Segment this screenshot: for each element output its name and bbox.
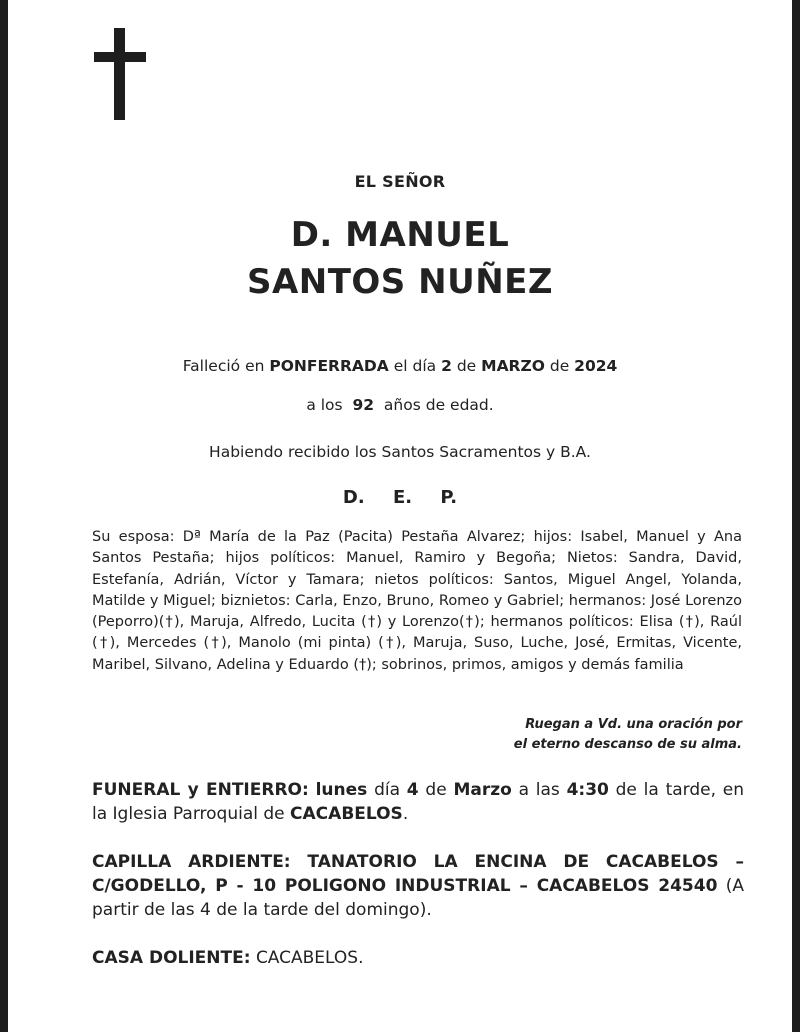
dep-heading: D. E. P. <box>342 487 458 508</box>
death-month: MARZO <box>481 357 545 375</box>
sacraments-line: Habiendo recibido los Santos Sacramentos y B.A. <box>209 443 591 461</box>
prayer-note: Ruegan a Vd. una oración por el eterno descanso de su alma. <box>513 717 742 752</box>
capilla-info: CAPILLA ARDIENTE: TANATORIO LA ENCINA DE CACABELOS – C/GODELLO, P - 10 POLIGONO INDUSTRIAL – CACABELOS 24540 (A partir de las 4 de la tarde del domingo). <box>92 852 744 920</box>
family-paragraph: Su esposa: Dª María de la Paz (Pacita) Pestaña Alvarez; hijos: Isabel, Manuel y Ana Santos Pestaña; hijos políticos: Manuel, Ramiro y Begoña; Nietos: Sandra, David, Estefanía, Adrián, Víctor y Tamara; nietos políticos: Santos, Miguel Angel, Yolanda, Matilde y Miguel; biznietos: Carla, Enzo, Bruno, Romeo y Gabriel; hermanos: José Lorenzo (Peporro)(†), Maruja, Alfredo, Lucita (†) y Lorenzo(†); hermanos políticos: Elisa (†), Raúl (†), Mercedes (†), Manolo (mi pinta) (†), Maruja, Suso, Luche, José, Ermitas, Vicente, Maribel, Silvano, Adelina y Eduardo (†); sobrinos, primos, amigos y demás familia <box>92 529 742 673</box>
death-day: 2 <box>441 357 452 375</box>
age-value: 92 <box>352 396 375 414</box>
title-el-senor: EL SEÑOR <box>354 172 446 191</box>
death-line: Falleció en PONFERRADA el día 2 de MARZO de 2024 <box>182 357 618 375</box>
deceased-name-line1: D. MANUEL <box>290 215 510 255</box>
death-year: 2024 <box>574 357 618 375</box>
cross-icon <box>94 28 146 120</box>
age-line: a los 92 años de edad. <box>306 396 494 414</box>
casa-doliente-info: CASA DOLIENTE: CACABELOS. <box>92 948 364 968</box>
death-place: PONFERRADA <box>269 357 389 375</box>
deceased-name-line2: SANTOS NUÑEZ <box>246 262 554 302</box>
funeral-info: FUNERAL y ENTIERRO: lunes día 4 de Marzo a las 4:30 de la tarde, en la Iglesia Parroquial de CACABELOS. <box>92 780 745 824</box>
